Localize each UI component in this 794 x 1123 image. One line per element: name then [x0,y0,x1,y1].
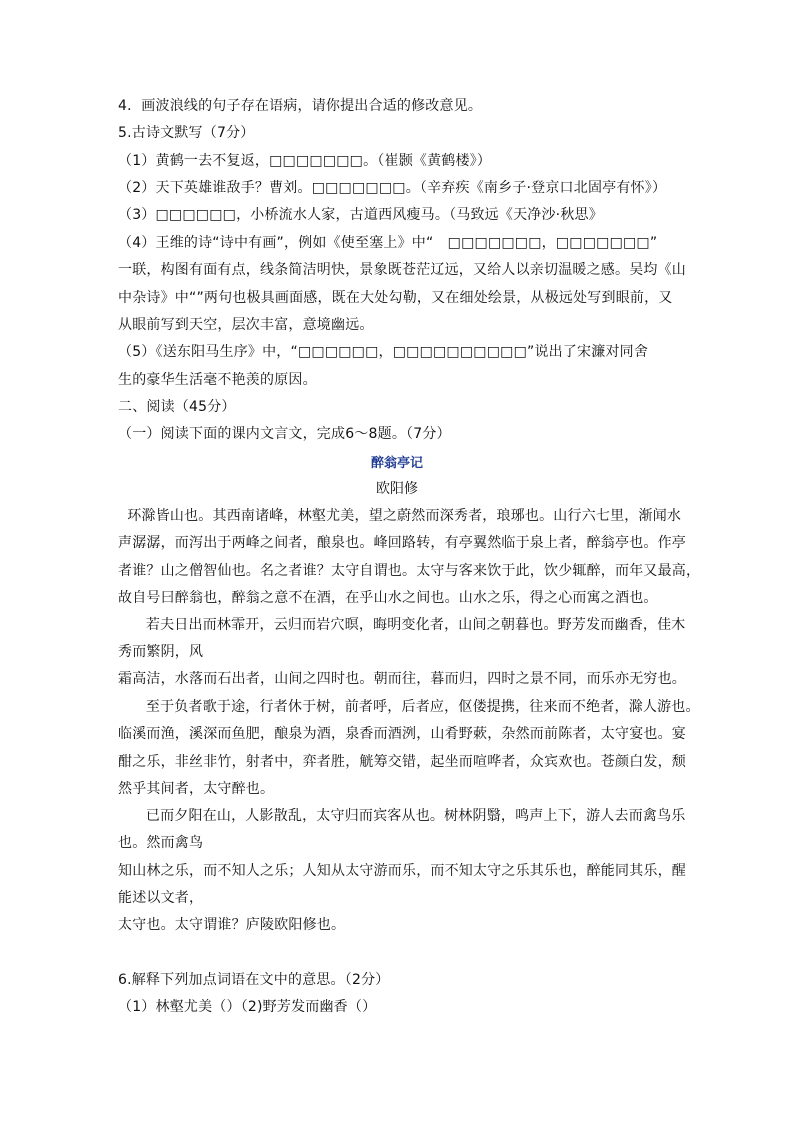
passage-line: 然乎其间者，太守醉也。 [118,781,275,797]
passage-line: 知山林之乐，而不知人之乐；人知从太守游而乐，而不知太守之乐其乐也，醉能同其乐，醒 [118,863,686,879]
passage-line: 故自号曰醉翁也，醉翁之意不在酒，在乎山水之间也。山水之乐，得之心而寓之酒也。 [118,590,658,606]
question-6-items: （1）林壑尤美（）（2)野芳发而幽香（） [118,999,377,1015]
passage-line: 临溪而渔，溪深而鱼肥，酿泉为酒，泉香而酒洌，山肴野蔌，杂然而前陈者，太守宴也。宴 [118,726,686,742]
passage-line: 酣之乐，非丝非竹，射者中，弈者胜，觥筹交错，起坐而喧哗者，众宾欢也。苍颜白发，颓 [118,754,686,770]
passage-title: 醉翁亭记 [370,456,423,471]
passage-line: 也。然而禽鸟 [118,835,204,851]
question-5-1: （1）黄鹤一去不复返，□□□□□□□。（崔颢《黄鹤楼》） [118,153,492,169]
passage-line: 至于负者歌于途，行者休于树，前者呼，后者应，伛偻提携，往来而不绝者，滁人游也。 [118,699,700,715]
passage-line: 者谁？山之僧智仙也。名之者谁？太守自谓也。太守与客来饮于此，饮少辄醉，而年又最高， [118,563,701,579]
passage-line: 若夫日出而林霏开，云归而岩穴暝，晦明变化者，山间之朝暮也。野芳发而幽香，佳木 [118,617,686,633]
question-5-5-line: 生的豪华生活毫不艳羡的原因。 [118,372,317,388]
passage-author: 欧阳修 [376,481,418,497]
passage-line: 太守也。太守谓谁？庐陵欧阳修也。 [118,917,346,933]
question-5-3: （3）□□□□□□，小桥流水人家，古道西风瘦马。（马致远《天净沙·秋思》 [118,207,603,223]
passage-line: 霜高洁，水落而石出者，山间之四时也。朝而往，暮而归，四时之景不同，而乐亦无穷也。 [118,671,686,687]
passage-line: 环滁皆山也。其西南诸峰，林壑尤美，望之蔚然而深秀者，琅琊也。山行六七里，渐闻水 [118,508,682,524]
question-5-2: （2）天下英雄谁敌手？曹刘。□□□□□□□。（辛弃疾《南乡子·登京口北固亭有怀》） [118,180,667,196]
question-5-4-line: 中杂诗》中“”两句也极具画面感，既在大处勾勒，又在细处绘景，从极远处写到眼前，又 [118,290,673,306]
reading-section-heading: 二、阅读（45分） [118,399,236,415]
question-5-4-line: （4）王维的诗“诗中有画”，例如《使至塞上》中“ □□□□□□□，□□□□□□□” [118,235,658,251]
passage-line: 已而夕阳在山，人影散乱，太守归而宾客从也。树林阴翳，鸣声上下，游人去而禽鸟乐 [118,808,686,824]
passage-line: 声潺潺，而泻出于两峰之间者，酿泉也。峰回路转，有亭翼然临于泉上者，醉翁亭也。作亭 [118,535,686,551]
question-5-4-line: 从眼前写到天空，层次丰富，意境幽远。 [118,317,374,333]
reading-intro: （一）阅读下面的课内文言文，完成6～8题。（7分） [118,426,451,442]
question-5-heading: 5.古诗文默写（7分） [118,125,255,141]
question-4: 4．画波浪线的句子存在语病，请你提出合适的修改意见。 [118,98,483,114]
passage-line: 秀而繁阴，风 [118,644,204,660]
question-6-prompt: 6.解释下列加点词语在文中的意思。（2分） [118,972,390,988]
question-5-4-line: 一联，构图有面有点，线条简洁明快，景象既苍茫辽远，又给人以亲切温暖之感。吴均《山 [118,262,686,278]
passage-line: 能述以文者， [118,890,204,906]
question-5-5-line: （5）《送东阳马生序》中，“□□□□□□，□□□□□□□□□□”说出了宋濂对同舍 [118,344,649,360]
